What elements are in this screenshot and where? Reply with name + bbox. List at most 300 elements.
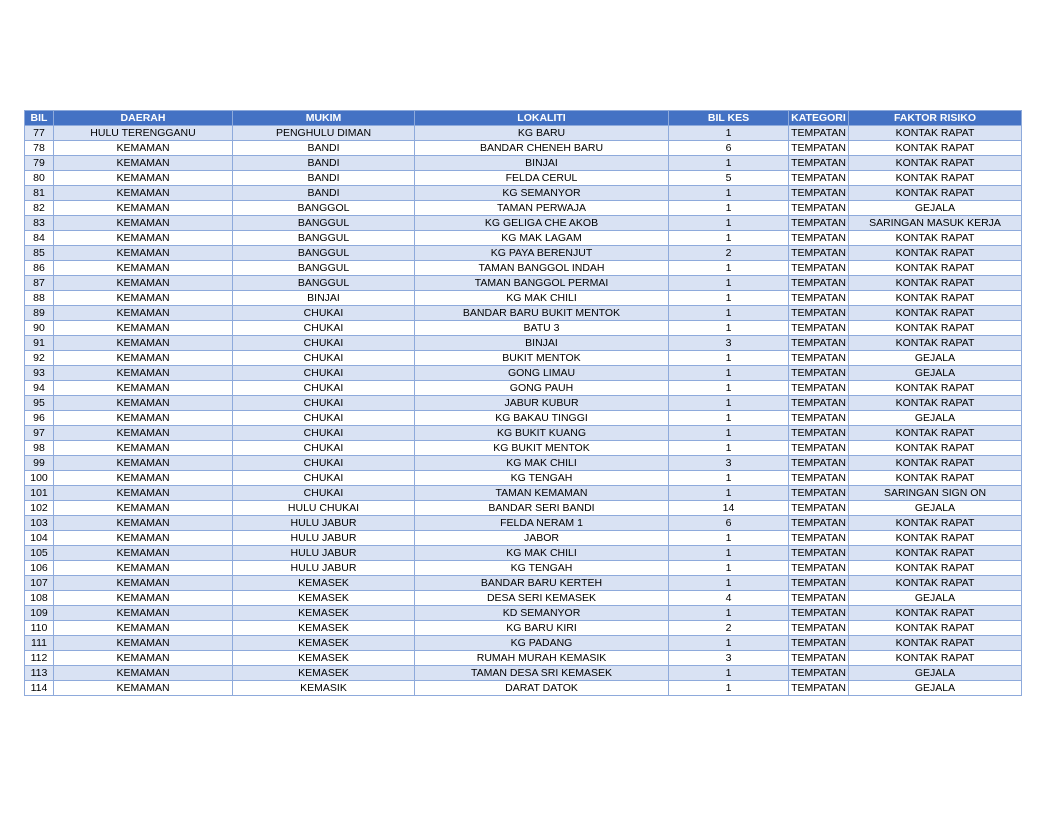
cell-bil: 102: [25, 501, 54, 516]
cell-bil-kes: 1: [669, 636, 789, 651]
cell-kategori: TEMPATAN: [789, 336, 849, 351]
cell-bil-kes: 1: [669, 156, 789, 171]
table-row: [25, 171, 1022, 186]
cell-lokaliti: KG BAKAU TINGGI: [415, 411, 669, 426]
cell-bil: 99: [25, 456, 54, 471]
cell-bil-kes: 1: [669, 441, 789, 456]
cell-daerah: KEMAMAN: [54, 321, 233, 336]
cell-daerah: KEMAMAN: [54, 471, 233, 486]
header-daerah: DAERAH: [54, 111, 233, 126]
table-row: [25, 321, 1022, 336]
table-row: [25, 471, 1022, 486]
cell-bil: 96: [25, 411, 54, 426]
header-row: [25, 111, 1022, 126]
cell-mukim: BANGGUL: [233, 276, 415, 291]
cell-faktor-risiko: KONTAK RAPAT: [849, 141, 1022, 156]
cell-bil: 84: [25, 231, 54, 246]
cell-mukim: HULU JABUR: [233, 516, 415, 531]
cell-kategori: TEMPATAN: [789, 666, 849, 681]
cell-faktor-risiko: KONTAK RAPAT: [849, 231, 1022, 246]
cell-bil: 91: [25, 336, 54, 351]
cell-daerah: KEMAMAN: [54, 486, 233, 501]
cell-mukim: BANDI: [233, 156, 415, 171]
cell-daerah: KEMAMAN: [54, 366, 233, 381]
cell-bil-kes: 1: [669, 351, 789, 366]
cell-faktor-risiko: KONTAK RAPAT: [849, 261, 1022, 276]
cell-faktor-risiko: KONTAK RAPAT: [849, 561, 1022, 576]
cell-bil-kes: 1: [669, 576, 789, 591]
cell-kategori: TEMPATAN: [789, 441, 849, 456]
table-row: [25, 621, 1022, 636]
table-body: [25, 126, 1022, 696]
cell-lokaliti: KG BARU KIRI: [415, 621, 669, 636]
table-row: [25, 456, 1022, 471]
cell-daerah: KEMAMAN: [54, 651, 233, 666]
cell-mukim: KEMASEK: [233, 621, 415, 636]
cell-daerah: KEMAMAN: [54, 591, 233, 606]
cell-daerah: HULU TERENGGANU: [54, 126, 233, 141]
cell-daerah: KEMAMAN: [54, 351, 233, 366]
cell-mukim: CHUKAI: [233, 411, 415, 426]
cell-faktor-risiko: KONTAK RAPAT: [849, 441, 1022, 456]
table-row: [25, 381, 1022, 396]
cell-faktor-risiko: KONTAK RAPAT: [849, 246, 1022, 261]
cell-kategori: TEMPATAN: [789, 276, 849, 291]
cell-mukim: CHUKAI: [233, 306, 415, 321]
cell-mukim: KEMASEK: [233, 576, 415, 591]
cell-daerah: KEMAMAN: [54, 201, 233, 216]
cell-kategori: TEMPATAN: [789, 321, 849, 336]
table-row: [25, 366, 1022, 381]
header-mukim: MUKIM: [233, 111, 415, 126]
cell-kategori: TEMPATAN: [789, 546, 849, 561]
cell-faktor-risiko: GEJALA: [849, 501, 1022, 516]
cell-kategori: TEMPATAN: [789, 366, 849, 381]
cell-daerah: KEMAMAN: [54, 396, 233, 411]
cell-bil: 98: [25, 441, 54, 456]
cell-faktor-risiko: KONTAK RAPAT: [849, 336, 1022, 351]
table-row: [25, 651, 1022, 666]
cell-daerah: KEMAMAN: [54, 156, 233, 171]
cell-mukim: KEMASIK: [233, 681, 415, 696]
cell-lokaliti: TAMAN BANGGOL PERMAI: [415, 276, 669, 291]
cell-lokaliti: KG MAK CHILI: [415, 291, 669, 306]
cell-mukim: CHUKAI: [233, 336, 415, 351]
cell-mukim: CHUKAI: [233, 351, 415, 366]
table-row: [25, 276, 1022, 291]
cell-bil-kes: 1: [669, 471, 789, 486]
cell-lokaliti: KG BUKIT KUANG: [415, 426, 669, 441]
cell-mukim: KEMASEK: [233, 651, 415, 666]
cell-bil: 106: [25, 561, 54, 576]
cell-faktor-risiko: KONTAK RAPAT: [849, 306, 1022, 321]
cell-kategori: TEMPATAN: [789, 246, 849, 261]
cell-kategori: TEMPATAN: [789, 351, 849, 366]
cell-mukim: BANGGOL: [233, 201, 415, 216]
cell-bil: 113: [25, 666, 54, 681]
cell-lokaliti: KG BUKIT MENTOK: [415, 441, 669, 456]
cell-mukim: CHUKAI: [233, 471, 415, 486]
cell-daerah: KEMAMAN: [54, 216, 233, 231]
cell-mukim: CHUKAI: [233, 441, 415, 456]
cell-daerah: KEMAMAN: [54, 516, 233, 531]
cell-bil-kes: 1: [669, 681, 789, 696]
cell-mukim: CHUKAI: [233, 456, 415, 471]
cell-bil: 88: [25, 291, 54, 306]
cell-lokaliti: KG PADANG: [415, 636, 669, 651]
cell-bil: 110: [25, 621, 54, 636]
table-row: [25, 426, 1022, 441]
cell-bil-kes: 1: [669, 396, 789, 411]
cell-bil-kes: 3: [669, 651, 789, 666]
cell-faktor-risiko: KONTAK RAPAT: [849, 381, 1022, 396]
cell-kategori: TEMPATAN: [789, 411, 849, 426]
table-row: [25, 126, 1022, 141]
cell-faktor-risiko: GEJALA: [849, 591, 1022, 606]
cell-lokaliti: BINJAI: [415, 156, 669, 171]
cell-faktor-risiko: KONTAK RAPAT: [849, 621, 1022, 636]
table-row: [25, 306, 1022, 321]
cell-lokaliti: KG TENGAH: [415, 471, 669, 486]
cell-kategori: TEMPATAN: [789, 651, 849, 666]
table-row: [25, 486, 1022, 501]
cell-bil-kes: 1: [669, 291, 789, 306]
cell-daerah: KEMAMAN: [54, 546, 233, 561]
cell-bil-kes: 1: [669, 201, 789, 216]
cell-bil: 109: [25, 606, 54, 621]
cell-kategori: TEMPATAN: [789, 681, 849, 696]
cell-mukim: BANGGUL: [233, 216, 415, 231]
cell-faktor-risiko: KONTAK RAPAT: [849, 126, 1022, 141]
cell-bil: 100: [25, 471, 54, 486]
table-row: [25, 261, 1022, 276]
table-row: [25, 231, 1022, 246]
cell-mukim: PENGHULU DIMAN: [233, 126, 415, 141]
cell-lokaliti: KG MAK CHILI: [415, 456, 669, 471]
cell-lokaliti: TAMAN DESA SRI KEMASEK: [415, 666, 669, 681]
cell-bil-kes: 1: [669, 531, 789, 546]
cell-lokaliti: TAMAN PERWAJA: [415, 201, 669, 216]
header-lokaliti: LOKALITI: [415, 111, 669, 126]
cell-daerah: KEMAMAN: [54, 381, 233, 396]
cell-faktor-risiko: KONTAK RAPAT: [849, 156, 1022, 171]
cell-daerah: KEMAMAN: [54, 306, 233, 321]
header-faktor-risiko: FAKTOR RISIKO: [849, 111, 1022, 126]
table-row: [25, 291, 1022, 306]
cell-faktor-risiko: GEJALA: [849, 681, 1022, 696]
cell-kategori: TEMPATAN: [789, 141, 849, 156]
cell-faktor-risiko: KONTAK RAPAT: [849, 396, 1022, 411]
header-bil-kes: BIL KES: [669, 111, 789, 126]
table-row: [25, 561, 1022, 576]
cell-kategori: TEMPATAN: [789, 591, 849, 606]
cell-mukim: HULU CHUKAI: [233, 501, 415, 516]
cell-bil-kes: 1: [669, 186, 789, 201]
cell-lokaliti: BINJAI: [415, 336, 669, 351]
cell-bil-kes: 5: [669, 171, 789, 186]
cell-lokaliti: FELDA CERUL: [415, 171, 669, 186]
table-row: [25, 636, 1022, 651]
cell-faktor-risiko: GEJALA: [849, 666, 1022, 681]
cell-bil: 95: [25, 396, 54, 411]
cell-bil: 77: [25, 126, 54, 141]
cell-bil-kes: 3: [669, 336, 789, 351]
cell-bil: 86: [25, 261, 54, 276]
cell-bil: 108: [25, 591, 54, 606]
cell-kategori: TEMPATAN: [789, 396, 849, 411]
cell-kategori: TEMPATAN: [789, 516, 849, 531]
cell-faktor-risiko: KONTAK RAPAT: [849, 276, 1022, 291]
cell-daerah: KEMAMAN: [54, 186, 233, 201]
table-row: [25, 351, 1022, 366]
cell-faktor-risiko: KONTAK RAPAT: [849, 456, 1022, 471]
cell-mukim: KEMASEK: [233, 636, 415, 651]
cell-mukim: CHUKAI: [233, 321, 415, 336]
cell-faktor-risiko: GEJALA: [849, 201, 1022, 216]
cell-bil-kes: 14: [669, 501, 789, 516]
cell-lokaliti: KG TENGAH: [415, 561, 669, 576]
table-row: [25, 411, 1022, 426]
cell-lokaliti: BANDAR SERI BANDI: [415, 501, 669, 516]
cell-lokaliti: GONG PAUH: [415, 381, 669, 396]
table-row: [25, 216, 1022, 231]
cell-daerah: KEMAMAN: [54, 456, 233, 471]
cell-bil: 103: [25, 516, 54, 531]
cell-kategori: TEMPATAN: [789, 126, 849, 141]
cell-bil-kes: 1: [669, 216, 789, 231]
cell-bil: 107: [25, 576, 54, 591]
cell-bil-kes: 1: [669, 231, 789, 246]
cell-kategori: TEMPATAN: [789, 531, 849, 546]
cell-lokaliti: KG BARU: [415, 126, 669, 141]
cell-faktor-risiko: GEJALA: [849, 366, 1022, 381]
cell-kategori: TEMPATAN: [789, 201, 849, 216]
cell-kategori: TEMPATAN: [789, 306, 849, 321]
cell-daerah: KEMAMAN: [54, 621, 233, 636]
cell-bil: 83: [25, 216, 54, 231]
cell-faktor-risiko: KONTAK RAPAT: [849, 171, 1022, 186]
cell-daerah: KEMAMAN: [54, 261, 233, 276]
cell-mukim: CHUKAI: [233, 486, 415, 501]
cell-bil-kes: 1: [669, 426, 789, 441]
cell-bil: 81: [25, 186, 54, 201]
cell-daerah: KEMAMAN: [54, 336, 233, 351]
cell-daerah: KEMAMAN: [54, 531, 233, 546]
case-table: [24, 110, 1022, 696]
cell-bil-kes: 1: [669, 411, 789, 426]
cell-faktor-risiko: KONTAK RAPAT: [849, 651, 1022, 666]
cell-lokaliti: KD SEMANYOR: [415, 606, 669, 621]
cell-lokaliti: JABOR: [415, 531, 669, 546]
cell-mukim: CHUKAI: [233, 381, 415, 396]
cell-kategori: TEMPATAN: [789, 471, 849, 486]
cell-mukim: BANDI: [233, 186, 415, 201]
cell-faktor-risiko: KONTAK RAPAT: [849, 546, 1022, 561]
cell-faktor-risiko: KONTAK RAPAT: [849, 291, 1022, 306]
table-row: [25, 591, 1022, 606]
cell-lokaliti: JABUR KUBUR: [415, 396, 669, 411]
cell-bil-kes: 6: [669, 516, 789, 531]
table-row: [25, 531, 1022, 546]
cell-daerah: KEMAMAN: [54, 141, 233, 156]
cell-daerah: KEMAMAN: [54, 276, 233, 291]
cell-kategori: TEMPATAN: [789, 606, 849, 621]
cell-kategori: TEMPATAN: [789, 621, 849, 636]
cell-mukim: KEMASEK: [233, 606, 415, 621]
cell-bil-kes: 1: [669, 486, 789, 501]
cell-kategori: TEMPATAN: [789, 156, 849, 171]
cell-mukim: BANGGUL: [233, 261, 415, 276]
cell-daerah: KEMAMAN: [54, 426, 233, 441]
cell-faktor-risiko: KONTAK RAPAT: [849, 636, 1022, 651]
cell-kategori: TEMPATAN: [789, 561, 849, 576]
table-row: [25, 516, 1022, 531]
table-row: [25, 201, 1022, 216]
cell-lokaliti: BUKIT MENTOK: [415, 351, 669, 366]
cell-bil-kes: 1: [669, 561, 789, 576]
cell-faktor-risiko: GEJALA: [849, 411, 1022, 426]
cell-faktor-risiko: GEJALA: [849, 351, 1022, 366]
cell-kategori: TEMPATAN: [789, 381, 849, 396]
cell-bil-kes: 1: [669, 546, 789, 561]
table-row: [25, 606, 1022, 621]
cell-bil: 92: [25, 351, 54, 366]
cell-kategori: TEMPATAN: [789, 576, 849, 591]
cell-bil-kes: 4: [669, 591, 789, 606]
cell-mukim: BANDI: [233, 141, 415, 156]
cell-bil-kes: 2: [669, 621, 789, 636]
table-row: [25, 336, 1022, 351]
table-row: [25, 681, 1022, 696]
cell-bil: 114: [25, 681, 54, 696]
cell-bil: 80: [25, 171, 54, 186]
cell-kategori: TEMPATAN: [789, 231, 849, 246]
cell-bil-kes: 3: [669, 456, 789, 471]
cell-mukim: KEMASEK: [233, 591, 415, 606]
table-row: [25, 501, 1022, 516]
cell-bil: 89: [25, 306, 54, 321]
cell-bil: 93: [25, 366, 54, 381]
cell-lokaliti: GONG LIMAU: [415, 366, 669, 381]
cell-faktor-risiko: KONTAK RAPAT: [849, 321, 1022, 336]
table-row: [25, 441, 1022, 456]
cell-kategori: TEMPATAN: [789, 456, 849, 471]
cell-mukim: BINJAI: [233, 291, 415, 306]
cell-daerah: KEMAMAN: [54, 291, 233, 306]
cell-mukim: BANGGUL: [233, 231, 415, 246]
table-row: [25, 666, 1022, 681]
cell-bil-kes: 1: [669, 126, 789, 141]
cell-bil-kes: 1: [669, 276, 789, 291]
cell-kategori: TEMPATAN: [789, 186, 849, 201]
cell-mukim: CHUKAI: [233, 396, 415, 411]
cell-kategori: TEMPATAN: [789, 426, 849, 441]
cell-mukim: KEMASEK: [233, 666, 415, 681]
cell-bil-kes: 1: [669, 366, 789, 381]
cell-kategori: TEMPATAN: [789, 486, 849, 501]
cell-bil-kes: 1: [669, 321, 789, 336]
cell-kategori: TEMPATAN: [789, 216, 849, 231]
cell-daerah: KEMAMAN: [54, 606, 233, 621]
cell-mukim: BANDI: [233, 171, 415, 186]
cell-mukim: HULU JABUR: [233, 531, 415, 546]
cell-lokaliti: KG MAK CHILI: [415, 546, 669, 561]
cell-daerah: KEMAMAN: [54, 636, 233, 651]
cell-kategori: TEMPATAN: [789, 171, 849, 186]
cell-lokaliti: KG MAK LAGAM: [415, 231, 669, 246]
cell-lokaliti: BANDAR BARU BUKIT MENTOK: [415, 306, 669, 321]
cell-daerah: KEMAMAN: [54, 561, 233, 576]
cell-bil: 101: [25, 486, 54, 501]
table-row: [25, 141, 1022, 156]
cell-bil: 112: [25, 651, 54, 666]
cell-lokaliti: KG PAYA BERENJUT: [415, 246, 669, 261]
cell-bil-kes: 1: [669, 606, 789, 621]
cell-bil-kes: 2: [669, 246, 789, 261]
header-bil: BIL: [25, 111, 54, 126]
cell-faktor-risiko: KONTAK RAPAT: [849, 576, 1022, 591]
cell-bil: 97: [25, 426, 54, 441]
cell-faktor-risiko: KONTAK RAPAT: [849, 471, 1022, 486]
cell-bil: 105: [25, 546, 54, 561]
cell-daerah: KEMAMAN: [54, 411, 233, 426]
cell-daerah: KEMAMAN: [54, 441, 233, 456]
cell-kategori: TEMPATAN: [789, 636, 849, 651]
cell-faktor-risiko: KONTAK RAPAT: [849, 516, 1022, 531]
cell-daerah: KEMAMAN: [54, 501, 233, 516]
cell-mukim: HULU JABUR: [233, 561, 415, 576]
cell-bil: 111: [25, 636, 54, 651]
cell-daerah: KEMAMAN: [54, 171, 233, 186]
cell-kategori: TEMPATAN: [789, 501, 849, 516]
cell-lokaliti: BANDAR CHENEH BARU: [415, 141, 669, 156]
cell-mukim: HULU JABUR: [233, 546, 415, 561]
cell-faktor-risiko: KONTAK RAPAT: [849, 531, 1022, 546]
cell-bil: 82: [25, 201, 54, 216]
cell-lokaliti: KG GELIGA CHE AKOB: [415, 216, 669, 231]
cell-faktor-risiko: SARINGAN SIGN ON: [849, 486, 1022, 501]
cell-lokaliti: KG SEMANYOR: [415, 186, 669, 201]
cell-lokaliti: RUMAH MURAH KEMASIK: [415, 651, 669, 666]
cell-bil-kes: 6: [669, 141, 789, 156]
cell-mukim: BANGGUL: [233, 246, 415, 261]
cell-bil: 94: [25, 381, 54, 396]
cell-daerah: KEMAMAN: [54, 576, 233, 591]
cell-bil: 85: [25, 246, 54, 261]
cell-daerah: KEMAMAN: [54, 681, 233, 696]
cell-bil-kes: 1: [669, 306, 789, 321]
cell-bil: 90: [25, 321, 54, 336]
cell-bil-kes: 1: [669, 261, 789, 276]
table-row: [25, 576, 1022, 591]
cell-daerah: KEMAMAN: [54, 666, 233, 681]
cell-bil: 104: [25, 531, 54, 546]
cell-bil: 79: [25, 156, 54, 171]
cell-lokaliti: TAMAN BANGGOL INDAH: [415, 261, 669, 276]
table-row: [25, 186, 1022, 201]
cell-kategori: TEMPATAN: [789, 291, 849, 306]
cell-mukim: CHUKAI: [233, 426, 415, 441]
table-row: [25, 396, 1022, 411]
cell-daerah: KEMAMAN: [54, 246, 233, 261]
table-row: [25, 246, 1022, 261]
table-row: [25, 546, 1022, 561]
cell-lokaliti: TAMAN KEMAMAN: [415, 486, 669, 501]
cell-mukim: CHUKAI: [233, 366, 415, 381]
cell-bil: 78: [25, 141, 54, 156]
cell-lokaliti: FELDA NERAM 1: [415, 516, 669, 531]
cell-bil-kes: 1: [669, 666, 789, 681]
